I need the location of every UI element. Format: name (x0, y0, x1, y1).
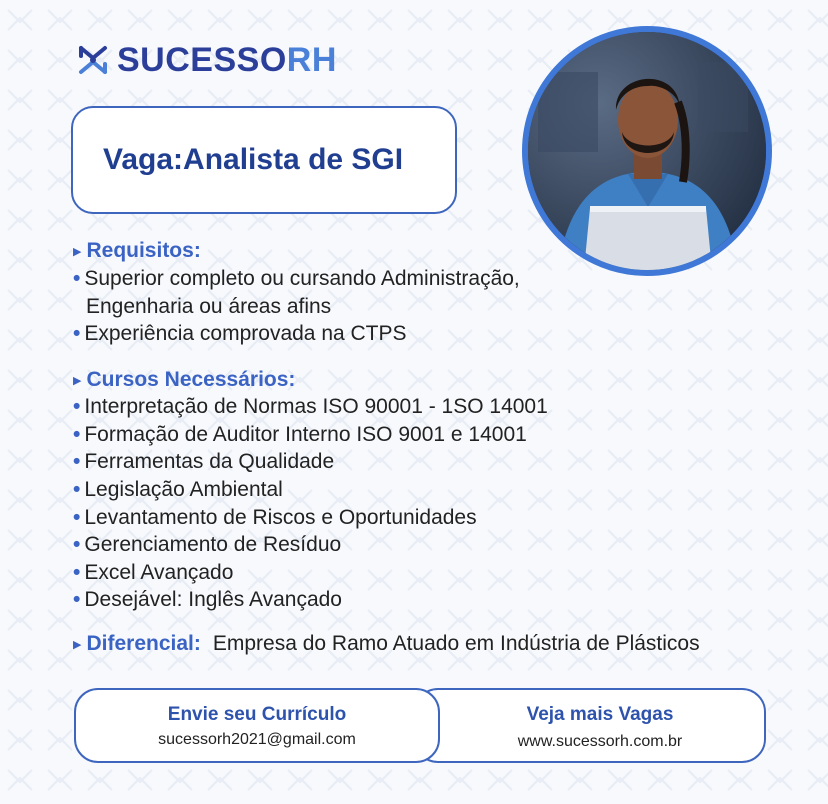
list-item: • Legislação Ambiental (73, 478, 283, 501)
triangle-bullet-icon: ▶ (73, 245, 82, 258)
diferencial-text: Empresa do Ramo Atuado em Indústria de Plásticos (212, 632, 700, 655)
triangle-bullet-icon: ▶ (73, 638, 82, 651)
bullet-icon: • (73, 561, 81, 584)
more-jobs-title: Veja mais Vagas (526, 704, 674, 725)
brand-logo (75, 42, 337, 78)
list-item: • Formação de Auditor Interno ISO 9001 e 14001 (73, 423, 527, 446)
diferencial-heading: Diferencial: (86, 632, 201, 655)
cursos-heading: ▶ Cursos Necessários: (73, 368, 296, 391)
bullet-icon: • (73, 267, 81, 290)
bullet-icon: • (73, 478, 81, 501)
requisitos-heading: ▶ Requisitos: (73, 239, 201, 262)
list-item: • Desejável: Inglês Avançado (73, 588, 342, 611)
person-with-laptop-image (528, 32, 766, 270)
list-item: • Gerenciamento de Resíduo (73, 533, 342, 556)
send-resume-title: Envie seu Currículo (167, 704, 347, 725)
list-item: • Ferramentas da Qualidade (73, 450, 335, 473)
list-item: • Interpretação de Normas ISO 90001 - 1SO 14001 (73, 395, 548, 418)
candidate-photo (522, 26, 772, 276)
triangle-bullet-icon: ▶ (73, 374, 82, 387)
bullet-icon: • (73, 588, 81, 611)
bullet-icon: • (73, 395, 81, 418)
contact-footer (74, 688, 766, 763)
bullet-icon: • (73, 533, 81, 556)
list-item: • Experiência comprovada na CTPS (73, 322, 407, 345)
bullet-icon: • (73, 506, 81, 529)
email-link[interactable]: sucessorh2021@gmail.com (158, 731, 356, 748)
list-item: • Superior completo ou cursando Administração, (73, 267, 520, 290)
website-link[interactable]: www.sucessorh.com.br (517, 733, 683, 750)
bullet-icon: • (73, 322, 81, 345)
diferencial-row (73, 632, 700, 656)
list-item: • Levantamento de Riscos e Oportunidades (73, 506, 477, 529)
list-item: • Excel Avançado (73, 561, 234, 584)
job-title-box (71, 106, 457, 214)
job-title: Vaga:Analista de SGI (103, 143, 404, 176)
list-item-continuation: Engenharia ou áreas afins (86, 295, 332, 318)
brand-mark-icon (75, 42, 111, 78)
send-resume-box[interactable] (74, 688, 440, 763)
bullet-icon: • (73, 423, 81, 446)
more-jobs-box[interactable] (414, 688, 766, 763)
bullet-icon: • (73, 450, 81, 473)
brand-name: SUCESSORH (117, 41, 337, 79)
